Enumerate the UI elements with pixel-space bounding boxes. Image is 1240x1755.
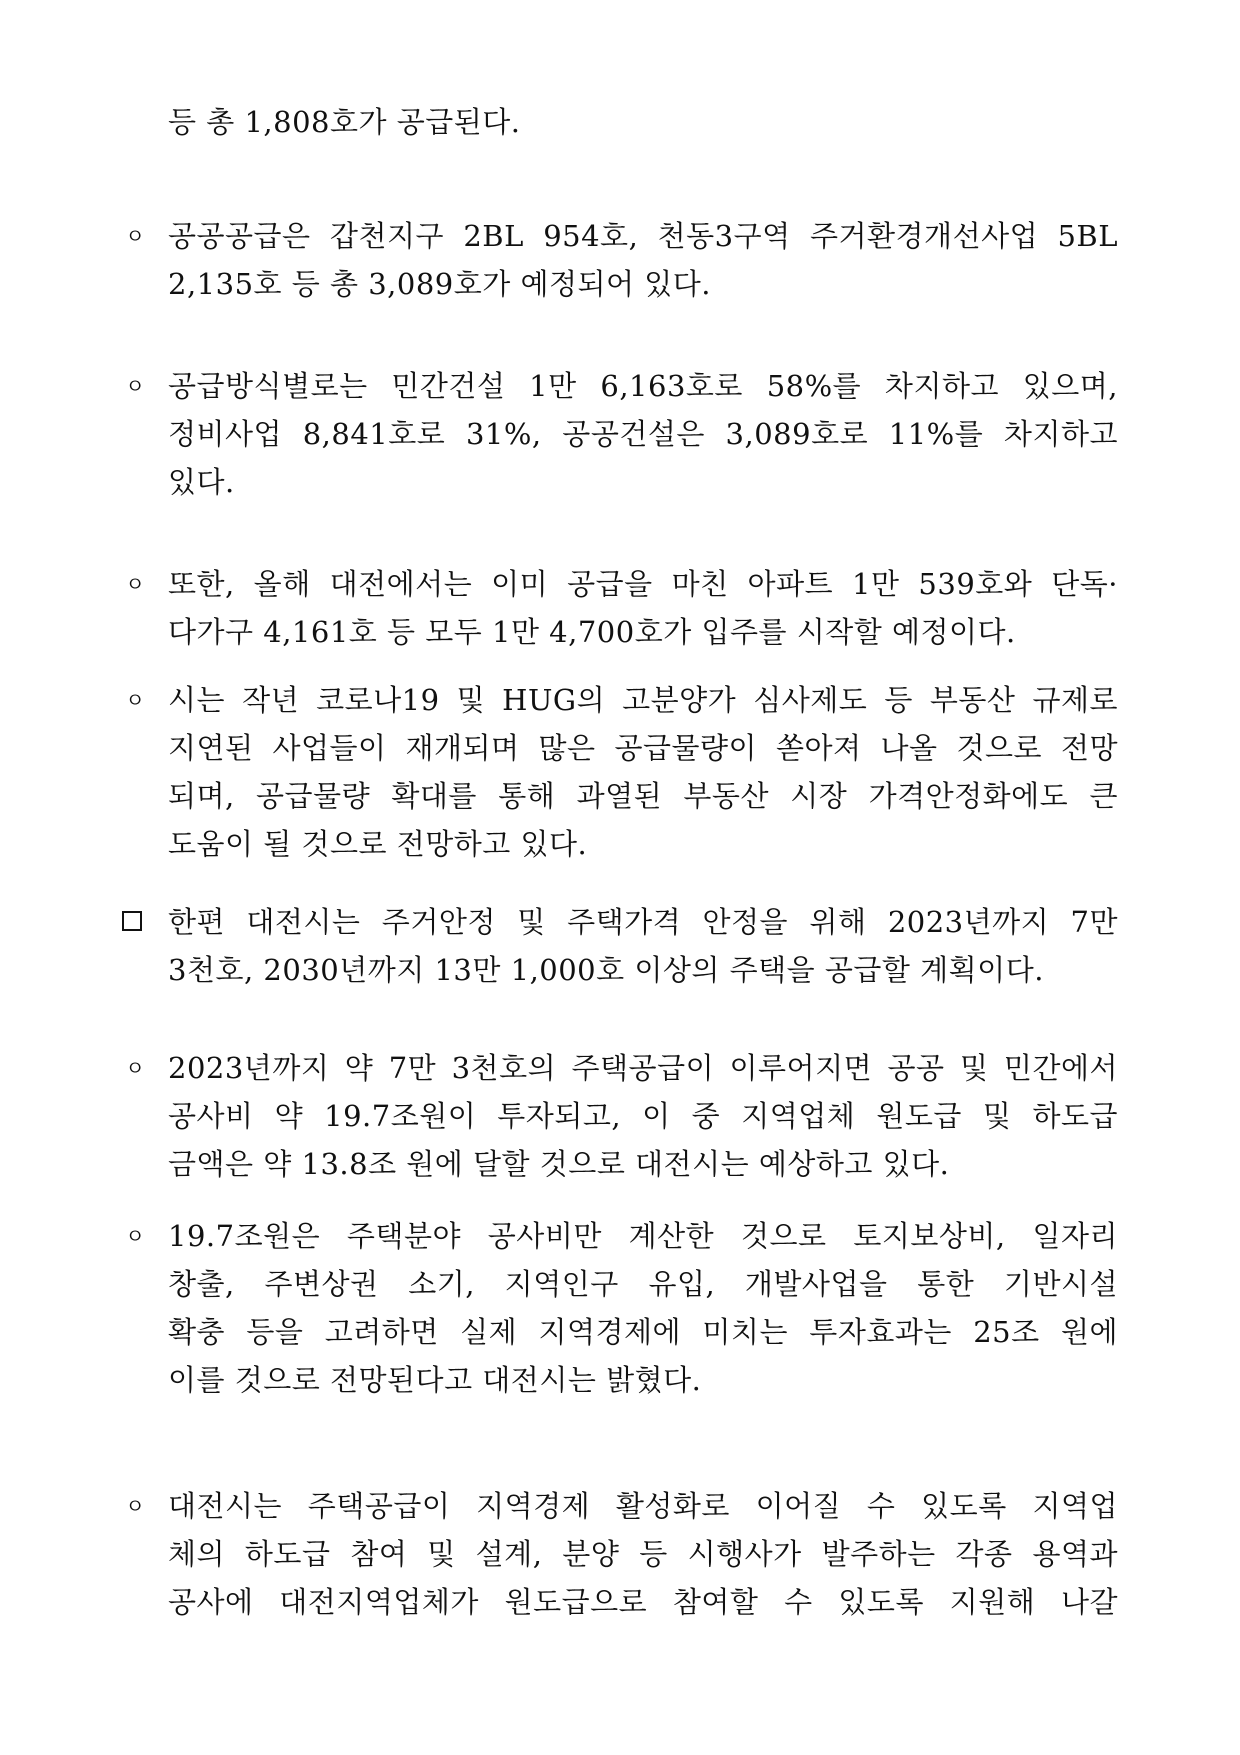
text-line: 체의 하도급 참여 및 설계, 분양 등 시행사가 발주하는 각종 용역과 <box>168 1537 1118 1571</box>
text-line: 또한, 올해 대전에서는 이미 공급을 마친 아파트 1만 539호와 단독· <box>168 567 1118 601</box>
text-line: 이를 것으로 전망된다고 대전시는 밝혔다. <box>168 1363 702 1397</box>
circle-bullet-icon: ㅇ <box>125 1056 145 1080</box>
text-line: 공사비 약 19.7조원이 투자되고, 이 중 지역업체 원도급 및 하도급 <box>168 1099 1118 1133</box>
text-line: 도움이 될 것으로 전망하고 있다. <box>168 827 588 861</box>
text-line: 대전시는 주택공급이 지역경제 활성화로 이어질 수 있도록 지역업 <box>168 1489 1118 1523</box>
text-line: 지연된 사업들이 재개되며 많은 공급물량이 쏟아져 나올 것으로 전망 <box>168 731 1118 765</box>
text-line: 3천호, 2030년까지 13만 1,000호 이상의 주택을 공급할 계획이다. <box>168 953 1044 987</box>
circle-bullet-icon: ㅇ <box>125 1224 145 1248</box>
circle-bullet-icon: ㅇ <box>125 572 145 596</box>
text-line: 있다. <box>168 465 235 499</box>
text-line: 공사에 대전지역업체가 원도급으로 참여할 수 있도록 지원해 나갈 <box>168 1585 1118 1619</box>
text-line: 확충 등을 고려하면 실제 지역경제에 미치는 투자효과는 25조 원에 <box>168 1315 1118 1349</box>
text-line: 공공공급은 갑천지구 2BL 954호, 천동3구역 주거환경개선사업 5BL <box>168 219 1118 253</box>
circle-bullet-icon: ㅇ <box>125 224 145 248</box>
circle-bullet-icon: ㅇ <box>125 1494 145 1518</box>
circle-bullet-icon: ㅇ <box>125 688 145 712</box>
circle-bullet-icon: ㅇ <box>125 374 145 398</box>
text-line: 19.7조원은 주택분야 공사비만 계산한 것으로 토지보상비, 일자리 <box>168 1219 1118 1253</box>
text-line: 다가구 4,161호 등 모두 1만 4,700호가 입주를 시작할 예정이다. <box>168 615 1016 649</box>
text-line: 2,135호 등 총 3,089호가 예정되어 있다. <box>168 267 712 301</box>
text-line: 공급방식별로는 민간건설 1만 6,163호로 58%를 차지하고 있으며, <box>168 369 1118 403</box>
text-line: 정비사업 8,841호로 31%, 공공건설은 3,089호로 11%를 차지하고 <box>168 417 1118 451</box>
square-outline-icon <box>122 911 142 931</box>
text-line: 시는 작년 코로나19 및 HUG의 고분양가 심사제도 등 부동산 규제로 <box>168 683 1118 717</box>
text-line: 2023년까지 약 7만 3천호의 주택공급이 이루어지면 공공 및 민간에서 <box>168 1051 1118 1085</box>
text-line: 되며, 공급물량 확대를 통해 과열된 부동산 시장 가격안정화에도 큰 <box>168 779 1118 813</box>
text-line: 금액은 약 13.8조 원에 달할 것으로 대전시는 예상하고 있다. <box>168 1147 950 1181</box>
text-line: 한편 대전시는 주거안정 및 주택가격 안정을 위해 2023년까지 7만 <box>168 905 1118 939</box>
square-bullet-icon <box>118 898 152 946</box>
text-line: 창출, 주변상권 소기, 지역인구 유입, 개발사업을 통한 기반시설 <box>168 1267 1118 1301</box>
text-line: 등 총 1,808호가 공급된다. <box>168 105 521 139</box>
